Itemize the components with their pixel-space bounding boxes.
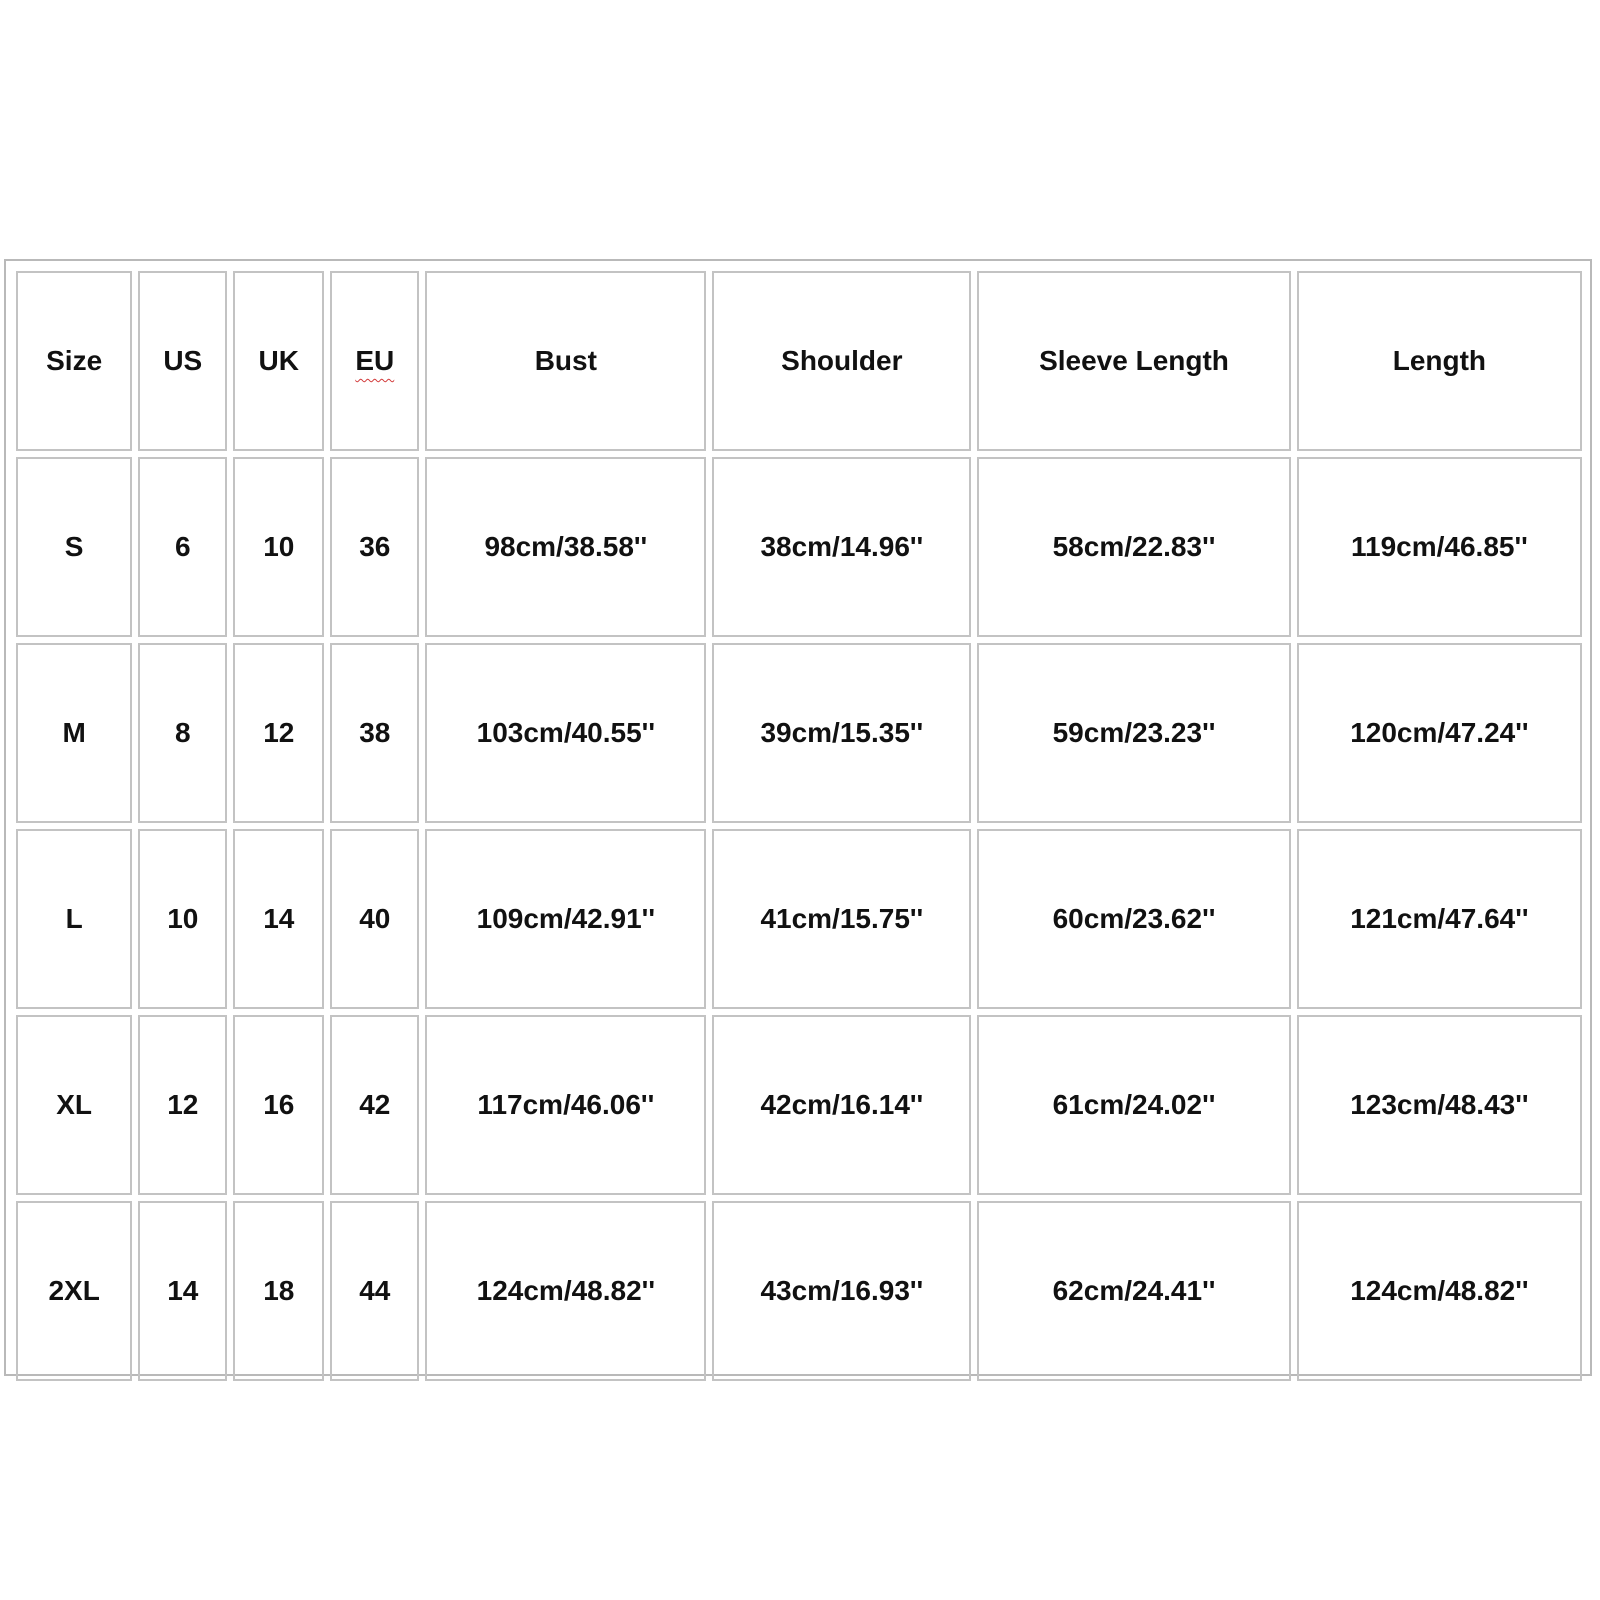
size-chart xyxy=(4,259,1592,1376)
cell-uk: 14 xyxy=(233,829,324,1009)
cell-length: 124cm/48.82'' xyxy=(1297,1201,1582,1381)
cell-bust: 109cm/42.91'' xyxy=(425,829,706,1009)
cell-uk: 16 xyxy=(233,1015,324,1195)
cell-shoulder: 38cm/14.96'' xyxy=(712,457,971,637)
cell-sleeve-length: 59cm/23.23'' xyxy=(977,643,1290,823)
header-cell-sleeve-length: Sleeve Length xyxy=(977,271,1290,451)
cell-size: 2XL xyxy=(16,1201,132,1381)
cell-eu: 38 xyxy=(330,643,419,823)
cell-size: S xyxy=(16,457,132,637)
cell-uk: 10 xyxy=(233,457,324,637)
header-cell-length: Length xyxy=(1297,271,1582,451)
cell-us: 8 xyxy=(138,643,227,823)
cell-sleeve-length: 62cm/24.41'' xyxy=(977,1201,1290,1381)
table-row-xl xyxy=(16,1015,1582,1195)
cell-bust: 98cm/38.58'' xyxy=(425,457,706,637)
cell-us: 10 xyxy=(138,829,227,1009)
cell-us: 6 xyxy=(138,457,227,637)
table-row-2xl xyxy=(16,1201,1582,1381)
cell-bust: 124cm/48.82'' xyxy=(425,1201,706,1381)
table-row-m xyxy=(16,643,1582,823)
header-cell-size: Size xyxy=(16,271,132,451)
cell-eu: 42 xyxy=(330,1015,419,1195)
table-row-l xyxy=(16,829,1582,1009)
cell-eu: 40 xyxy=(330,829,419,1009)
cell-bust: 117cm/46.06'' xyxy=(425,1015,706,1195)
eu-label: EU xyxy=(355,345,395,376)
cell-size: L xyxy=(16,829,132,1009)
cell-eu: 44 xyxy=(330,1201,419,1381)
header-cell-us: US xyxy=(138,271,227,451)
cell-shoulder: 39cm/15.35'' xyxy=(712,643,971,823)
cell-eu: 36 xyxy=(330,457,419,637)
cell-shoulder: 43cm/16.93'' xyxy=(712,1201,971,1381)
cell-us: 14 xyxy=(138,1201,227,1381)
cell-length: 123cm/48.43'' xyxy=(1297,1015,1582,1195)
cell-size: M xyxy=(16,643,132,823)
cell-sleeve-length: 60cm/23.62'' xyxy=(977,829,1290,1009)
cell-bust: 103cm/40.55'' xyxy=(425,643,706,823)
cell-shoulder: 41cm/15.75'' xyxy=(712,829,971,1009)
cell-length: 121cm/47.64'' xyxy=(1297,829,1582,1009)
size-table xyxy=(10,265,1588,1387)
cell-us: 12 xyxy=(138,1015,227,1195)
cell-uk: 12 xyxy=(233,643,324,823)
cell-sleeve-length: 58cm/22.83'' xyxy=(977,457,1290,637)
header-cell-bust: Bust xyxy=(425,271,706,451)
cell-shoulder: 42cm/16.14'' xyxy=(712,1015,971,1195)
header-cell-shoulder: Shoulder xyxy=(712,271,971,451)
cell-uk: 18 xyxy=(233,1201,324,1381)
header-cell-eu xyxy=(330,271,419,451)
cell-size: XL xyxy=(16,1015,132,1195)
cell-sleeve-length: 61cm/24.02'' xyxy=(977,1015,1290,1195)
table-row-s xyxy=(16,457,1582,637)
header-row xyxy=(16,271,1582,451)
cell-length: 120cm/47.24'' xyxy=(1297,643,1582,823)
cell-length: 119cm/46.85'' xyxy=(1297,457,1582,637)
header-cell-uk: UK xyxy=(233,271,324,451)
